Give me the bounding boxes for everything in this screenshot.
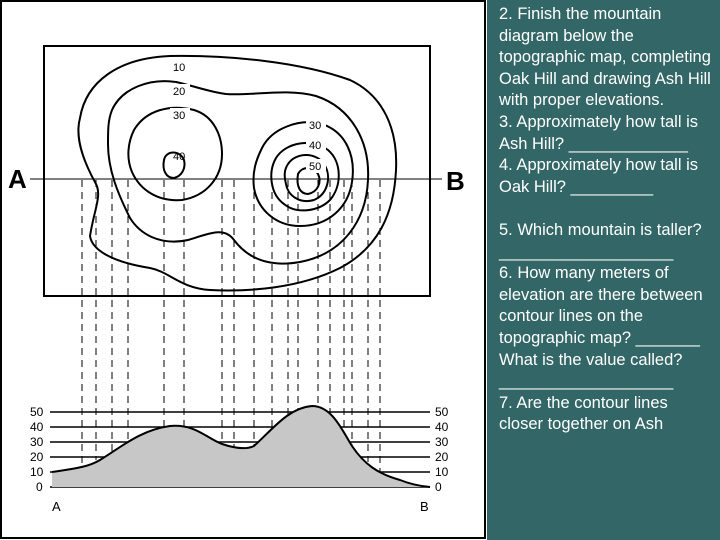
left-axis-0: 0 <box>36 480 43 494</box>
left-axis-30: 30 <box>30 435 44 449</box>
profile-shading <box>52 406 430 487</box>
question-2: 2. Finish the mountain diagram below the topographic map, completing Oak Hill and drawing Ash Hill with proper elevations. <box>499 5 711 110</box>
profile-left-axis <box>30 405 44 494</box>
question-7: 7. Are the contour lines closer together on Ash <box>499 393 668 434</box>
question-5: 5. Which mountain is taller? ___________________ <box>499 220 702 261</box>
question-6: 6. How many meters of elevation are there between contour lines on the topographic map? _______ <box>499 264 703 347</box>
label-40-right: 40 <box>309 140 322 152</box>
label-30: 30 <box>173 110 186 122</box>
right-axis-0: 0 <box>435 480 442 494</box>
question-6b: What is the value called? ___________________ <box>499 350 683 391</box>
left-axis-50: 50 <box>30 405 44 419</box>
question-4: 4. Approximately how tall is Oak Hill? _________ <box>499 156 699 196</box>
questions-panel <box>499 4 713 436</box>
contour-lines <box>78 56 396 291</box>
map-point-a: A <box>8 164 27 194</box>
right-axis-40: 40 <box>435 420 449 434</box>
label-20: 20 <box>173 86 186 98</box>
profile-point-a: A <box>52 499 61 514</box>
contour-10 <box>78 56 396 291</box>
map-point-b: B <box>446 166 465 196</box>
right-hill-labels <box>306 118 326 173</box>
label-50-right: 50 <box>309 161 322 173</box>
profile-right-axis <box>435 405 449 494</box>
right-axis-20: 20 <box>435 450 449 464</box>
left-axis-10: 10 <box>30 465 44 479</box>
right-axis-30: 30 <box>435 435 449 449</box>
contour-20 <box>108 81 368 263</box>
right-axis-50: 50 <box>435 405 449 419</box>
spacer <box>499 198 713 220</box>
left-axis-40: 40 <box>30 420 44 434</box>
label-30-right: 30 <box>309 120 322 132</box>
left-hill-labels <box>170 60 190 163</box>
map-box <box>44 46 430 296</box>
profile-point-b: B <box>420 499 429 514</box>
left-axis-20: 20 <box>30 450 44 464</box>
label-10: 10 <box>173 62 186 74</box>
question-3: 3. Approximately how tall is Ash Hill? _____________ <box>499 112 699 153</box>
label-40: 40 <box>173 151 186 163</box>
right-axis-10: 10 <box>435 465 449 479</box>
